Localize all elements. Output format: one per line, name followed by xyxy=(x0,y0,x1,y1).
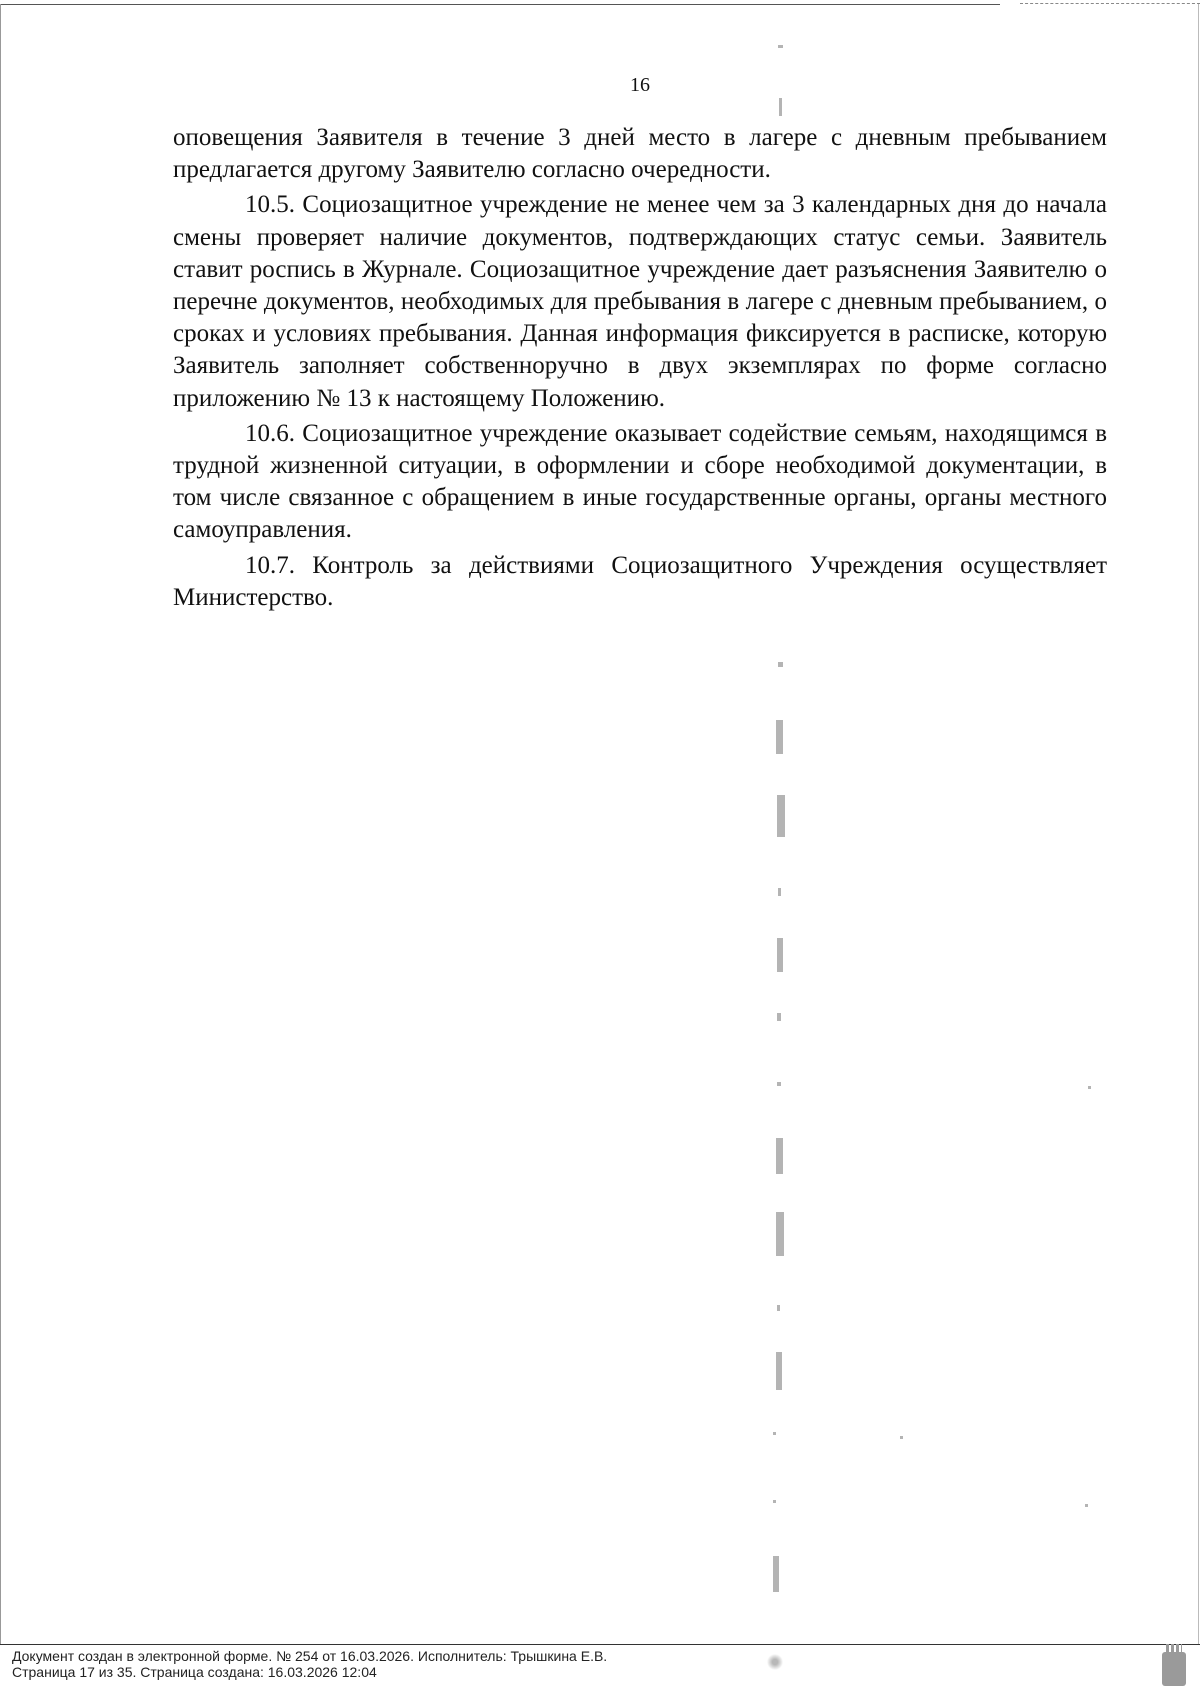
scan-speck xyxy=(900,1436,903,1439)
left-border-line xyxy=(0,4,1,1644)
scan-speck xyxy=(1085,1504,1088,1507)
scan-speck xyxy=(777,1013,781,1021)
scan-speck xyxy=(779,98,782,116)
document-stamp-icon xyxy=(1162,1652,1186,1686)
scan-speck xyxy=(773,1432,776,1435)
scan-speck xyxy=(777,1082,781,1086)
scan-speck xyxy=(1088,1086,1091,1089)
paragraph-clause-10-6: 10.6. Социозащитное учреждение оказывает содействие семьям, находящимся в трудной жизненной ситуации, в оформлении и сборе необходимой документации, в том числе связанное с обращением в иные государственные органы, органы местного самоуправления. xyxy=(173,419,1107,544)
scan-speck xyxy=(776,1352,782,1390)
footer-document-info: Документ создан в электронной форме. № 254 от 16.03.2026. Исполнитель: Трышкина Е.В. xyxy=(12,1648,608,1664)
electronic-document-footer xyxy=(12,1648,1012,1680)
page-number: 16 xyxy=(630,74,650,96)
scan-speck xyxy=(776,1138,783,1174)
scan-speck xyxy=(777,795,785,837)
paragraph-clause-10-7: 10.7. Контроль за действиями Социозащитного Учреждения осуществляет Министерство. xyxy=(173,551,1107,611)
scan-speck xyxy=(777,1305,780,1311)
footer-divider xyxy=(0,1644,1200,1645)
top-border-line xyxy=(0,4,1000,5)
scan-speck xyxy=(778,662,783,667)
scan-mark xyxy=(766,1652,784,1672)
footer-page-info: Страница 17 из 35. Страница создана: 16.03.2026 12:04 xyxy=(12,1664,377,1680)
document-body xyxy=(173,122,1107,617)
scan-speck xyxy=(776,720,783,754)
scan-speck xyxy=(773,1556,779,1592)
top-border-dashed-line xyxy=(1020,3,1200,4)
right-border-line xyxy=(1198,4,1199,1644)
paragraph-clause-10-5: 10.5. Социозащитное учреждение не менее чем за 3 календарных дня до начала смены проверяет наличие документов, подтверждающих статус семьи. Заявитель ставит роспись в Журнале. Социозащитное учреждение дает разъяснения Заявителю о перечне документов, необходимых для пребывания в лагере с дневным пребыванием, о сроках и условиях пребывания. Данная информация фиксируется в расписке, которую Заявитель заполняет собственноручно в двух экземплярах по форме согласно приложению № 13 к настоящему Положению. xyxy=(173,191,1107,412)
scan-speck xyxy=(778,45,783,48)
scan-speck xyxy=(776,1212,784,1256)
scan-speck xyxy=(777,938,783,972)
scan-speck xyxy=(778,888,781,896)
scan-speck xyxy=(773,1500,776,1503)
paragraph-continuation: оповещения Заявителя в течение 3 дней место в лагере с дневным пребыванием предлагается другому Заявителю согласно очередности. xyxy=(173,124,1107,184)
